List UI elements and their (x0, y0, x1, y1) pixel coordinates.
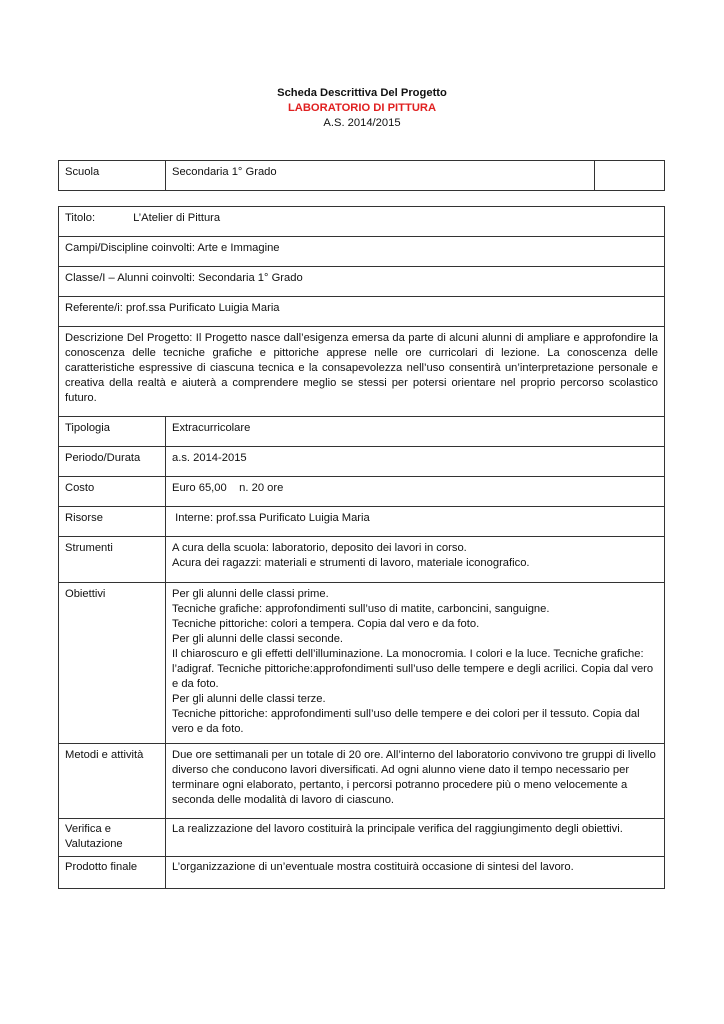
strumenti-label: Strumenti (59, 537, 166, 583)
costo-value: Euro 65,00 n. 20 ore (166, 477, 665, 507)
metodi-label: Metodi e attività (59, 744, 166, 819)
risorse-value: Interne: prof.ssa Purificato Luigia Maria (166, 507, 665, 537)
school-row (59, 161, 665, 191)
prodotto-row (59, 857, 665, 889)
obiettivi-line: Per gli alunni delle classi prime. (172, 588, 329, 600)
tipologia-value: Extracurricolare (166, 417, 665, 447)
disciplines-row (59, 237, 665, 267)
project-table (58, 206, 665, 889)
prodotto-value: L’organizzazione di un’eventuale mostra costituirà occasione di sintesi del lavoro. (166, 857, 665, 889)
prodotto-label: Prodotto finale (59, 857, 166, 889)
document-title: Scheda Descrittiva Del Progetto (277, 87, 447, 99)
obiettivi-line: Il chiaroscuro e gli effetti dell’illuminazione. La monocromia. I colori e la luce. Tecniche grafiche: l’adigraf. Tecniche pittoriche:approfondimenti sull’uso delle tempere e degli acrilici. Copia dal vero e da foto. (172, 648, 654, 690)
classes-row (59, 267, 665, 297)
strumenti-line: A cura della scuola: laboratorio, deposito dei lavori in corso. (172, 542, 467, 554)
title-cell (59, 207, 665, 237)
costo-label: Costo (59, 477, 166, 507)
obiettivi-row (59, 583, 665, 744)
tipologia-label: Tipologia (59, 417, 166, 447)
school-table (58, 160, 665, 191)
disciplines-cell: Campi/Discipline coinvolti: Arte e Immagine (59, 237, 665, 267)
school-extra-cell (595, 161, 665, 191)
obiettivi-line: Per gli alunni delle classi terze. (172, 693, 326, 705)
obiettivi-line: Tecniche pittoriche: colori a tempera. Copia dal vero e da foto. (172, 618, 480, 630)
school-label: Scuola (59, 161, 166, 191)
strumenti-value (166, 537, 665, 583)
project-name: LABORATORIO DI PITTURA (287, 102, 437, 114)
title-row (59, 207, 665, 237)
tipologia-row (59, 417, 665, 447)
periodo-label: Periodo/Durata (59, 447, 166, 477)
obiettivi-value (166, 583, 665, 744)
obiettivi-line: Per gli alunni delle classi seconde. (172, 633, 344, 645)
document-header (0, 86, 724, 131)
strumenti-row (59, 537, 665, 583)
classes-cell: Classe/I – Alunni coinvolti: Secondaria 1° Grado (59, 267, 665, 297)
metodi-value: Due ore settimanali per un totale di 20 ore. All’interno del laboratorio convivono tre gruppi di livello diverso che conducono lavori diversificati. Ad ogni alunno viene dato il tempo necessario per terminare ogni elaborato, pertanto, i percorsi potranno procedere più o meno velocemente a seconda delle modalità di lavoro di ciascuno. (166, 744, 665, 819)
periodo-row (59, 447, 665, 477)
verifica-row (59, 819, 665, 857)
description-cell: Descrizione Del Progetto: Il Progetto nasce dall’esigenza emersa da parte di alcuni alunni di ampliare e approfondire la conoscenza delle tecniche grafiche e pittoriche apprese nelle ore curricolari di lezione. La conoscenza delle caratteristiche espressive di ciascuna tecnica e la consapevolezza nell’uso consentirà un’interpretazione personale e creativa della realtà e aiuterà a comprendere meglio se stessi per potersi orientare nel proprio percorso scolastico futuro. (59, 327, 665, 417)
description-row (59, 327, 665, 417)
obiettivi-line: Tecniche grafiche: approfondimenti sull’uso di matite, carboncini, sanguigne. (172, 603, 550, 615)
title-value: L’Atelier di Pittura (133, 212, 221, 224)
school-year: A.S. 2014/2015 (323, 117, 401, 129)
periodo-value: a.s. 2014-2015 (166, 447, 665, 477)
school-value: Secondaria 1° Grado (166, 161, 595, 191)
obiettivi-label: Obiettivi (59, 583, 166, 744)
strumenti-line: Acura dei ragazzi: materiali e strumenti di lavoro, materiale iconografico. (172, 557, 530, 569)
costo-row (59, 477, 665, 507)
obiettivi-line: Tecniche pittoriche: approfondimenti sull’uso delle tempere e dei colori per il tessuto. Copia dal vero e da foto. (172, 708, 640, 735)
risorse-label: Risorse (59, 507, 166, 537)
verifica-label: Verifica e Valutazione (59, 819, 166, 857)
risorse-row (59, 507, 665, 537)
metodi-row (59, 744, 665, 819)
verifica-value: La realizzazione del lavoro costituirà la principale verifica del raggiungimento degli obiettivi. (166, 819, 665, 857)
referent-cell: Referente/i: prof.ssa Purificato Luigia Maria (59, 297, 665, 327)
referent-row (59, 297, 665, 327)
title-label: Titolo: (65, 212, 96, 224)
